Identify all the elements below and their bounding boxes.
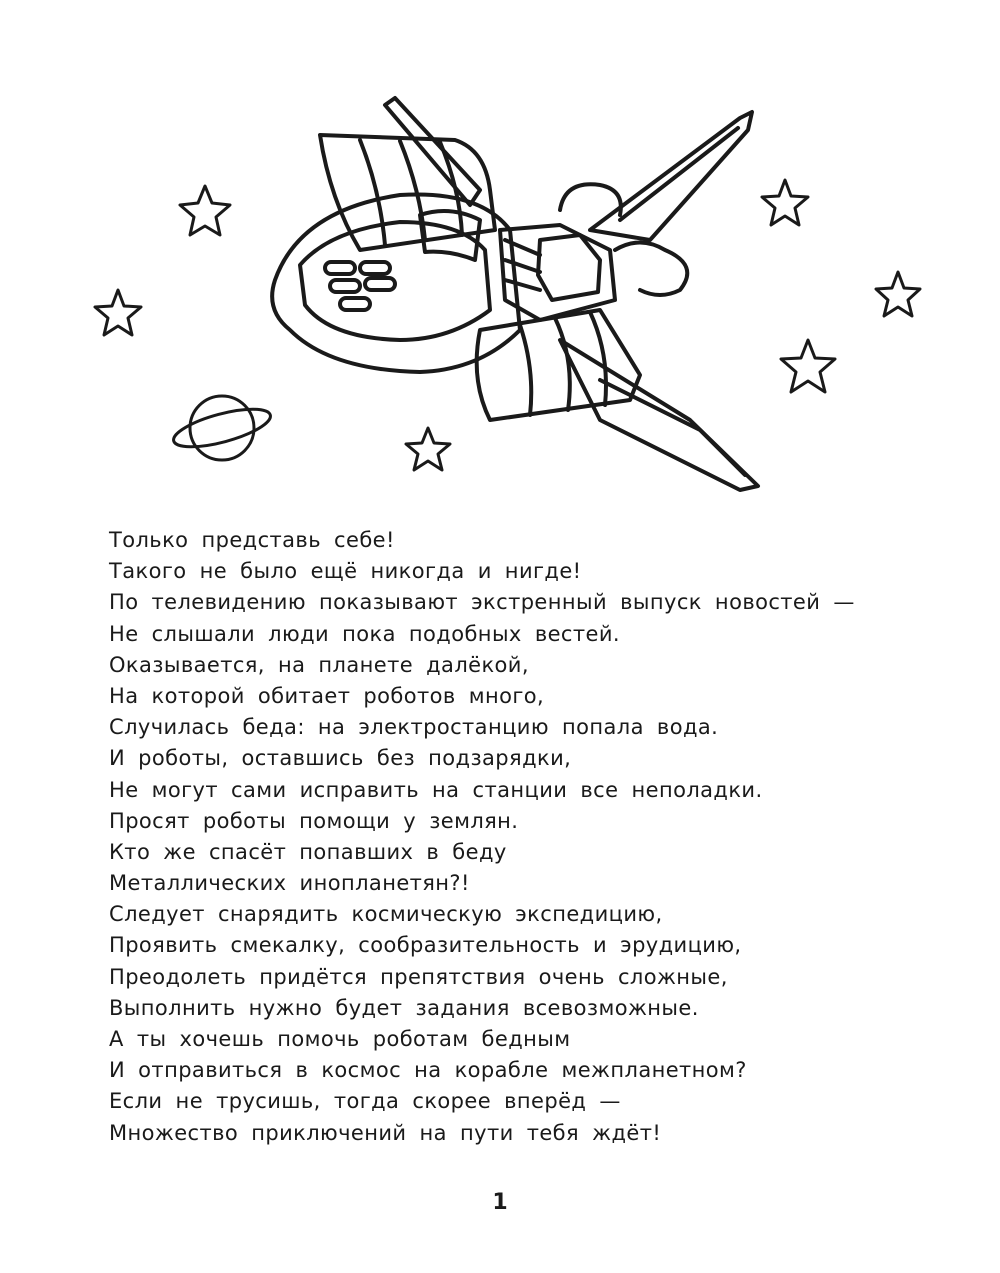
star-icon — [406, 428, 450, 470]
poem-line: Множество приключений на пути тебя ждёт! — [109, 1120, 662, 1145]
poem-line: Случилась беда: на электростанцию попала вода. — [109, 715, 719, 740]
star-icon — [876, 272, 920, 316]
planet-icon — [170, 396, 274, 460]
poem-line: Такого не было ещё никогда и нигде! — [109, 559, 582, 584]
poem-line: Преодолеть придётся препятствия очень сложные, — [109, 964, 728, 989]
poem-line: Проявить смекалку, сообразительность и эрудицию, — [109, 933, 742, 958]
poem-line: Просят роботы помощи у землян. — [109, 808, 519, 833]
poem-line: Если не трусишь, тогда скорее вперёд — — [109, 1089, 621, 1114]
poem-line: Следует снарядить космическую экспедицию, — [109, 902, 663, 927]
poem-line: На которой обитает роботов много, — [109, 683, 545, 708]
poem-line: Не могут сами исправить на станции все неполадки. — [109, 777, 763, 802]
poem-line: Металлических инопланетян?! — [109, 871, 470, 896]
star-icon — [762, 180, 808, 225]
poem-line: И отправиться в космос на корабле межпланетном? — [109, 1058, 747, 1083]
spaceship-illustration — [0, 0, 1000, 510]
spaceship-icon — [272, 98, 758, 490]
poem-line: И роботы, оставшись без подзарядки, — [109, 746, 572, 771]
poem-line: Не слышали люди пока подобных вестей. — [109, 621, 620, 646]
poem-text — [109, 525, 949, 1149]
poem-line: Выполнить нужно будет задания всевозможные. — [109, 995, 699, 1020]
star-icon — [180, 186, 230, 235]
poem-line: Только представь себе! — [109, 528, 395, 552]
poem-line: По телевидению показывают экстренный выпуск новостей — — [109, 590, 855, 615]
poem-line: А ты хочешь помочь роботам бедным — [109, 1027, 571, 1051]
page-number: 1 — [492, 1190, 508, 1215]
poem-line: Оказывается, на планете далёкой, — [109, 652, 529, 677]
star-icon — [95, 290, 141, 335]
star-icon — [781, 340, 835, 392]
poem-line: Кто же спасёт попавших в беду — [109, 839, 507, 864]
